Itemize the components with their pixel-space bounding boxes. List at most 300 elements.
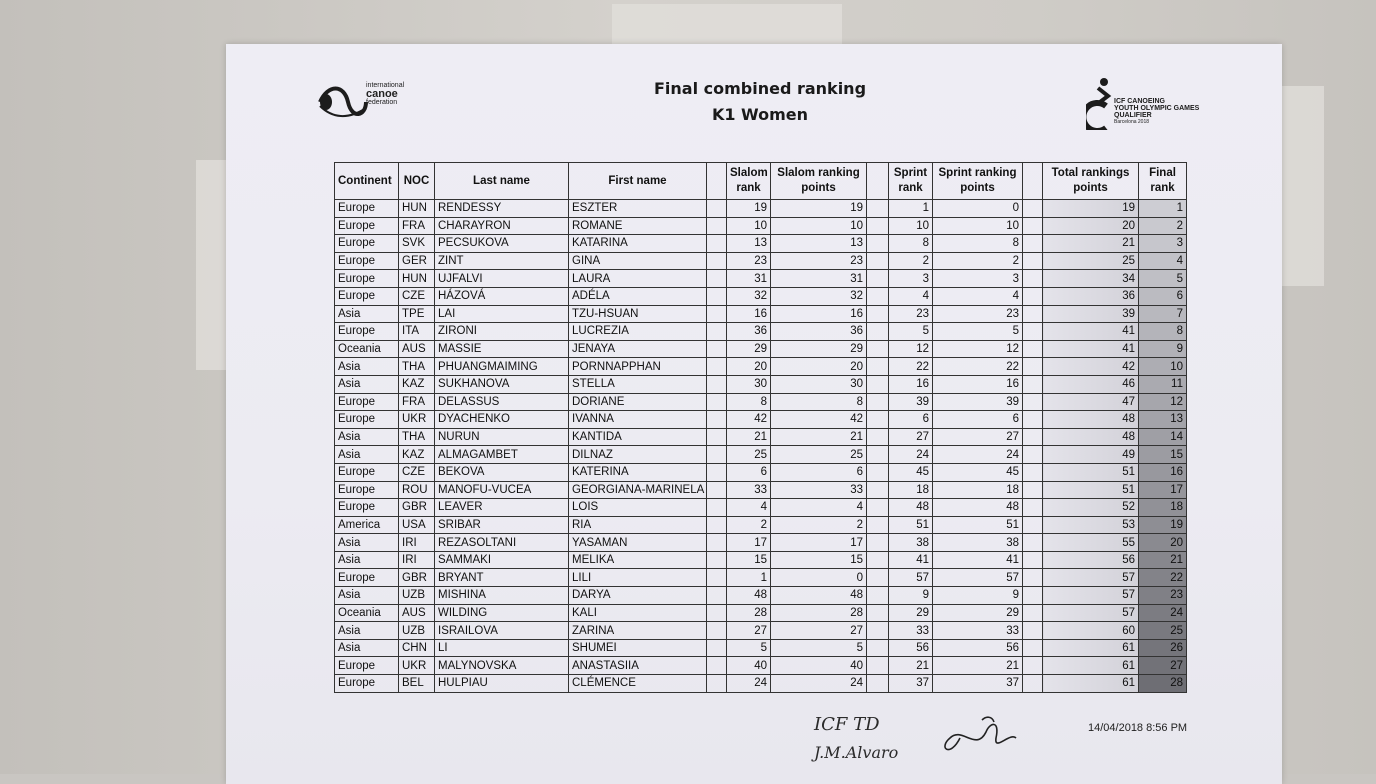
noc-cell: UKR <box>399 411 435 429</box>
cell-spacer <box>1023 270 1043 288</box>
cell-spacer <box>1023 499 1043 517</box>
last-name-cell: LEAVER <box>435 499 569 517</box>
table-row <box>335 657 1187 675</box>
slalom-points-cell: 19 <box>771 200 867 218</box>
slalom-rank-cell: 19 <box>727 200 771 218</box>
cell-spacer <box>707 358 727 376</box>
logo-line1: international <box>366 82 405 89</box>
slalom-rank-cell: 24 <box>727 675 771 693</box>
slalom-rank-cell: 28 <box>727 604 771 622</box>
cell-spacer <box>1023 428 1043 446</box>
sprint-rank-cell: 22 <box>889 358 933 376</box>
sprint-rank-cell: 57 <box>889 569 933 587</box>
cell-spacer <box>867 323 889 341</box>
total-points-cell: 46 <box>1043 375 1139 393</box>
cell-spacer <box>707 270 727 288</box>
cell-spacer <box>867 622 889 640</box>
col-spacer <box>707 163 727 200</box>
first-name-cell: DILNAZ <box>569 446 707 464</box>
total-points-cell: 48 <box>1043 428 1139 446</box>
sprint-rank-cell: 39 <box>889 393 933 411</box>
sprint-rank-cell: 38 <box>889 534 933 552</box>
cell-spacer <box>1023 217 1043 235</box>
table-row <box>335 287 1187 305</box>
sprint-points-cell: 29 <box>933 604 1023 622</box>
table-row <box>335 428 1187 446</box>
noc-cell: UKR <box>399 657 435 675</box>
cell-spacer <box>1023 375 1043 393</box>
last-name-cell: REZASOLTANI <box>435 534 569 552</box>
last-name-cell: MALYNOVSKA <box>435 657 569 675</box>
cell-spacer <box>1023 463 1043 481</box>
noc-cell: FRA <box>399 393 435 411</box>
final-rank-cell: 7 <box>1139 305 1187 323</box>
sprint-points-cell: 10 <box>933 217 1023 235</box>
cell-spacer <box>1023 446 1043 464</box>
last-name-cell: DYACHENKO <box>435 411 569 429</box>
continent-cell: Europe <box>335 657 399 675</box>
noc-cell: AUS <box>399 604 435 622</box>
first-name-cell: MELIKA <box>569 551 707 569</box>
slalom-points-cell: 25 <box>771 446 867 464</box>
slalom-rank-cell: 36 <box>727 323 771 341</box>
noc-cell: CZE <box>399 287 435 305</box>
noc-cell: UZB <box>399 587 435 605</box>
cell-spacer <box>867 446 889 464</box>
last-name-cell: SUKHANOVA <box>435 375 569 393</box>
cell-spacer <box>867 516 889 534</box>
continent-cell: Asia <box>335 639 399 657</box>
final-rank-cell: 1 <box>1139 200 1187 218</box>
table-row <box>335 200 1187 218</box>
first-name-cell: SHUMEI <box>569 639 707 657</box>
noc-cell: UZB <box>399 622 435 640</box>
noc-cell: IRI <box>399 551 435 569</box>
cell-spacer <box>1023 587 1043 605</box>
sprint-points-cell: 51 <box>933 516 1023 534</box>
slalom-rank-cell: 27 <box>727 622 771 640</box>
sprint-points-cell: 9 <box>933 587 1023 605</box>
slalom-points-cell: 33 <box>771 481 867 499</box>
ranking-table <box>334 162 1187 693</box>
continent-cell: Asia <box>335 358 399 376</box>
cell-spacer <box>707 551 727 569</box>
cell-spacer <box>867 481 889 499</box>
table-row <box>335 323 1187 341</box>
noc-cell: GBR <box>399 569 435 587</box>
noc-cell: TPE <box>399 305 435 323</box>
cell-spacer <box>867 358 889 376</box>
table-row <box>335 340 1187 358</box>
cell-spacer <box>707 481 727 499</box>
final-rank-cell: 28 <box>1139 675 1187 693</box>
cell-spacer <box>867 393 889 411</box>
cell-spacer <box>1023 657 1043 675</box>
cell-spacer <box>867 675 889 693</box>
sprint-points-cell: 57 <box>933 569 1023 587</box>
sprint-points-cell: 4 <box>933 287 1023 305</box>
final-rank-cell: 23 <box>1139 587 1187 605</box>
cell-spacer <box>867 639 889 657</box>
sprint-points-cell: 6 <box>933 411 1023 429</box>
final-rank-cell: 2 <box>1139 217 1187 235</box>
cell-spacer <box>1023 551 1043 569</box>
continent-cell: Europe <box>335 270 399 288</box>
sprint-points-cell: 16 <box>933 375 1023 393</box>
final-rank-cell: 12 <box>1139 393 1187 411</box>
cell-spacer <box>867 411 889 429</box>
noc-cell: THA <box>399 358 435 376</box>
total-points-cell: 36 <box>1043 287 1139 305</box>
cell-spacer <box>867 657 889 675</box>
cell-spacer <box>867 340 889 358</box>
final-rank-cell: 21 <box>1139 551 1187 569</box>
noc-cell: CHN <box>399 639 435 657</box>
cell-spacer <box>1023 569 1043 587</box>
final-rank-cell: 24 <box>1139 604 1187 622</box>
slalom-points-cell: 8 <box>771 393 867 411</box>
logo-right-line3: QUALIFIER <box>1114 112 1152 119</box>
last-name-cell: SAMMAKI <box>435 551 569 569</box>
cell-spacer <box>1023 516 1043 534</box>
continent-cell: Asia <box>335 446 399 464</box>
cell-spacer <box>1023 252 1043 270</box>
slalom-points-cell: 30 <box>771 375 867 393</box>
last-name-cell: MASSIE <box>435 340 569 358</box>
total-points-cell: 60 <box>1043 622 1139 640</box>
total-points-cell: 61 <box>1043 639 1139 657</box>
noc-cell: ITA <box>399 323 435 341</box>
first-name-cell: DORIANE <box>569 393 707 411</box>
total-points-cell: 41 <box>1043 340 1139 358</box>
continent-cell: Asia <box>335 587 399 605</box>
first-name-cell: GEORGIANA-MARINELA <box>569 481 707 499</box>
table-row <box>335 411 1187 429</box>
col-header-continent: Continent <box>335 163 399 200</box>
last-name-cell: ZINT <box>435 252 569 270</box>
table-row <box>335 393 1187 411</box>
title-line2: K1 Women <box>711 105 809 124</box>
slalom-rank-cell: 17 <box>727 534 771 552</box>
sprint-rank-cell: 6 <box>889 411 933 429</box>
sprint-rank-cell: 4 <box>889 287 933 305</box>
table-row <box>335 569 1187 587</box>
noc-cell: CZE <box>399 463 435 481</box>
cell-spacer <box>707 534 727 552</box>
logo-line3: federation <box>366 99 398 106</box>
first-name-cell: IVANNA <box>569 411 707 429</box>
last-name-cell: NURUN <box>435 428 569 446</box>
total-points-cell: 41 <box>1043 323 1139 341</box>
first-name-cell: LILI <box>569 569 707 587</box>
final-rank-cell: 25 <box>1139 622 1187 640</box>
total-points-cell: 47 <box>1043 393 1139 411</box>
final-rank-cell: 20 <box>1139 534 1187 552</box>
sprint-points-cell: 5 <box>933 323 1023 341</box>
continent-cell: America <box>335 516 399 534</box>
total-points-cell: 25 <box>1043 252 1139 270</box>
cell-spacer <box>707 393 727 411</box>
sprint-rank-cell: 16 <box>889 375 933 393</box>
sprint-points-cell: 27 <box>933 428 1023 446</box>
final-rank-cell: 10 <box>1139 358 1187 376</box>
cell-spacer <box>707 639 727 657</box>
total-points-cell: 61 <box>1043 657 1139 675</box>
cell-spacer <box>1023 604 1043 622</box>
first-name-cell: LUCREZIA <box>569 323 707 341</box>
final-rank-cell: 4 <box>1139 252 1187 270</box>
col-header-sprint-rank: Sprint rank <box>889 163 933 200</box>
continent-cell: Europe <box>335 569 399 587</box>
final-rank-cell: 5 <box>1139 270 1187 288</box>
noc-cell: KAZ <box>399 375 435 393</box>
cell-spacer <box>707 305 727 323</box>
icf-yog-logo <box>1086 76 1216 132</box>
slalom-points-cell: 40 <box>771 657 867 675</box>
total-points-cell: 57 <box>1043 604 1139 622</box>
slalom-rank-cell: 25 <box>727 446 771 464</box>
table-row <box>335 270 1187 288</box>
first-name-cell: RIA <box>569 516 707 534</box>
table-row <box>335 375 1187 393</box>
sprint-points-cell: 12 <box>933 340 1023 358</box>
final-rank-cell: 15 <box>1139 446 1187 464</box>
final-rank-cell: 3 <box>1139 235 1187 253</box>
continent-cell: Asia <box>335 551 399 569</box>
sprint-rank-cell: 27 <box>889 428 933 446</box>
last-name-cell: UJFALVI <box>435 270 569 288</box>
cell-spacer <box>1023 481 1043 499</box>
last-name-cell: LAI <box>435 305 569 323</box>
cell-spacer <box>867 587 889 605</box>
slalom-points-cell: 15 <box>771 551 867 569</box>
slalom-rank-cell: 32 <box>727 287 771 305</box>
cell-spacer <box>707 463 727 481</box>
col-header-noc: NOC <box>399 163 435 200</box>
cell-spacer <box>867 252 889 270</box>
noc-cell: FRA <box>399 217 435 235</box>
last-name-cell: SRIBAR <box>435 516 569 534</box>
slalom-rank-cell: 33 <box>727 481 771 499</box>
cell-spacer <box>707 252 727 270</box>
cell-spacer <box>707 569 727 587</box>
sprint-rank-cell: 21 <box>889 657 933 675</box>
slalom-points-cell: 28 <box>771 604 867 622</box>
cell-spacer <box>707 446 727 464</box>
sprint-points-cell: 22 <box>933 358 1023 376</box>
sprint-rank-cell: 51 <box>889 516 933 534</box>
sprint-points-cell: 23 <box>933 305 1023 323</box>
table-row <box>335 499 1187 517</box>
slalom-rank-cell: 40 <box>727 657 771 675</box>
total-points-cell: 57 <box>1043 569 1139 587</box>
canoe-logo-text <box>366 82 404 106</box>
cell-spacer <box>707 428 727 446</box>
table-row <box>335 217 1187 235</box>
slalom-points-cell: 16 <box>771 305 867 323</box>
total-points-cell: 51 <box>1043 481 1139 499</box>
continent-cell: Europe <box>335 393 399 411</box>
table-header-row <box>335 163 1187 200</box>
cell-spacer <box>867 287 889 305</box>
noc-cell: USA <box>399 516 435 534</box>
cell-spacer <box>1023 622 1043 640</box>
cell-spacer <box>1023 534 1043 552</box>
sprint-points-cell: 24 <box>933 446 1023 464</box>
col-header-first-name: First name <box>569 163 707 200</box>
noc-cell: KAZ <box>399 446 435 464</box>
noc-cell: IRI <box>399 534 435 552</box>
cell-spacer <box>1023 411 1043 429</box>
final-rank-cell: 8 <box>1139 323 1187 341</box>
slalom-points-cell: 27 <box>771 622 867 640</box>
sprint-rank-cell: 3 <box>889 270 933 288</box>
col-spacer <box>867 163 889 200</box>
slalom-points-cell: 29 <box>771 340 867 358</box>
print-timestamp: 14/04/2018 8:56 PM <box>1088 722 1188 734</box>
slalom-points-cell: 32 <box>771 287 867 305</box>
cell-spacer <box>1023 639 1043 657</box>
first-name-cell: KATARINA <box>569 235 707 253</box>
last-name-cell: DELASSUS <box>435 393 569 411</box>
final-rank-cell: 13 <box>1139 411 1187 429</box>
slalom-points-cell: 4 <box>771 499 867 517</box>
final-rank-cell: 11 <box>1139 375 1187 393</box>
first-name-cell: STELLA <box>569 375 707 393</box>
total-points-cell: 42 <box>1043 358 1139 376</box>
final-rank-cell: 27 <box>1139 657 1187 675</box>
cell-spacer <box>1023 323 1043 341</box>
continent-cell: Europe <box>335 287 399 305</box>
table-row <box>335 358 1187 376</box>
slalom-points-cell: 10 <box>771 217 867 235</box>
slalom-rank-cell: 42 <box>727 411 771 429</box>
last-name-cell: BRYANT <box>435 569 569 587</box>
table-row <box>335 604 1187 622</box>
continent-cell: Europe <box>335 235 399 253</box>
continent-cell: Europe <box>335 481 399 499</box>
sprint-rank-cell: 56 <box>889 639 933 657</box>
cell-spacer <box>1023 200 1043 218</box>
sprint-points-cell: 2 <box>933 252 1023 270</box>
col-header-total-points: Total rankings points <box>1043 163 1139 200</box>
table-row <box>335 587 1187 605</box>
sprint-points-cell: 21 <box>933 657 1023 675</box>
first-name-cell: ROMANE <box>569 217 707 235</box>
sprint-points-cell: 41 <box>933 551 1023 569</box>
cell-spacer <box>867 463 889 481</box>
table-row <box>335 305 1187 323</box>
total-points-cell: 57 <box>1043 587 1139 605</box>
cell-spacer <box>707 217 727 235</box>
last-name-cell: CHARAYRON <box>435 217 569 235</box>
total-points-cell: 34 <box>1043 270 1139 288</box>
slalom-points-cell: 21 <box>771 428 867 446</box>
noc-cell: AUS <box>399 340 435 358</box>
cell-spacer <box>707 323 727 341</box>
total-points-cell: 20 <box>1043 217 1139 235</box>
first-name-cell: ZARINA <box>569 622 707 640</box>
slalom-rank-cell: 48 <box>727 587 771 605</box>
continent-cell: Asia <box>335 622 399 640</box>
final-rank-cell: 16 <box>1139 463 1187 481</box>
last-name-cell: HÁZOVÁ <box>435 287 569 305</box>
sprint-rank-cell: 9 <box>889 587 933 605</box>
slalom-points-cell: 36 <box>771 323 867 341</box>
slalom-points-cell: 23 <box>771 252 867 270</box>
cell-spacer <box>867 499 889 517</box>
cell-spacer <box>707 657 727 675</box>
cell-spacer <box>1023 675 1043 693</box>
slalom-points-cell: 5 <box>771 639 867 657</box>
table-row <box>335 252 1187 270</box>
noc-cell: SVK <box>399 235 435 253</box>
sprint-points-cell: 3 <box>933 270 1023 288</box>
sprint-rank-cell: 23 <box>889 305 933 323</box>
sprint-points-cell: 0 <box>933 200 1023 218</box>
signature-area <box>810 708 1040 772</box>
cell-spacer <box>1023 305 1043 323</box>
total-points-cell: 49 <box>1043 446 1139 464</box>
logo-right-line1: ICF CANOEING <box>1114 98 1165 105</box>
slalom-points-cell: 13 <box>771 235 867 253</box>
cell-spacer <box>707 499 727 517</box>
cell-spacer <box>1023 340 1043 358</box>
cell-spacer <box>1023 235 1043 253</box>
svg-text:J.M.Alvaro: J.M.Alvaro <box>814 743 899 762</box>
total-points-cell: 61 <box>1043 675 1139 693</box>
sprint-rank-cell: 29 <box>889 604 933 622</box>
total-points-cell: 53 <box>1043 516 1139 534</box>
noc-cell: THA <box>399 428 435 446</box>
continent-cell: Asia <box>335 375 399 393</box>
last-name-cell: ALMAGAMBET <box>435 446 569 464</box>
logo-line2: canoe <box>366 88 398 100</box>
continent-cell: Oceania <box>335 340 399 358</box>
cell-spacer <box>867 305 889 323</box>
cell-spacer <box>707 604 727 622</box>
slalom-rank-cell: 23 <box>727 252 771 270</box>
total-points-cell: 19 <box>1043 200 1139 218</box>
sprint-rank-cell: 37 <box>889 675 933 693</box>
first-name-cell: ANASTASIIA <box>569 657 707 675</box>
cell-spacer <box>707 235 727 253</box>
first-name-cell: ESZTER <box>569 200 707 218</box>
slalom-rank-cell: 2 <box>727 516 771 534</box>
first-name-cell: PORNNAPPHAN <box>569 358 707 376</box>
first-name-cell: KALI <box>569 604 707 622</box>
continent-cell: Europe <box>335 217 399 235</box>
continent-cell: Oceania <box>335 604 399 622</box>
sprint-rank-cell: 45 <box>889 463 933 481</box>
cell-spacer <box>867 604 889 622</box>
table-row <box>335 235 1187 253</box>
total-points-cell: 48 <box>1043 411 1139 429</box>
col-header-final-rank: Final rank <box>1139 163 1187 200</box>
last-name-cell: ISRAILOVA <box>435 622 569 640</box>
first-name-cell: DARYA <box>569 587 707 605</box>
continent-cell: Europe <box>335 411 399 429</box>
slalom-points-cell: 17 <box>771 534 867 552</box>
cell-spacer <box>707 287 727 305</box>
slalom-rank-cell: 10 <box>727 217 771 235</box>
total-points-cell: 55 <box>1043 534 1139 552</box>
slalom-rank-cell: 20 <box>727 358 771 376</box>
noc-cell: GER <box>399 252 435 270</box>
continent-cell: Asia <box>335 428 399 446</box>
canoe-swirl-icon <box>318 80 368 124</box>
table-row <box>335 516 1187 534</box>
